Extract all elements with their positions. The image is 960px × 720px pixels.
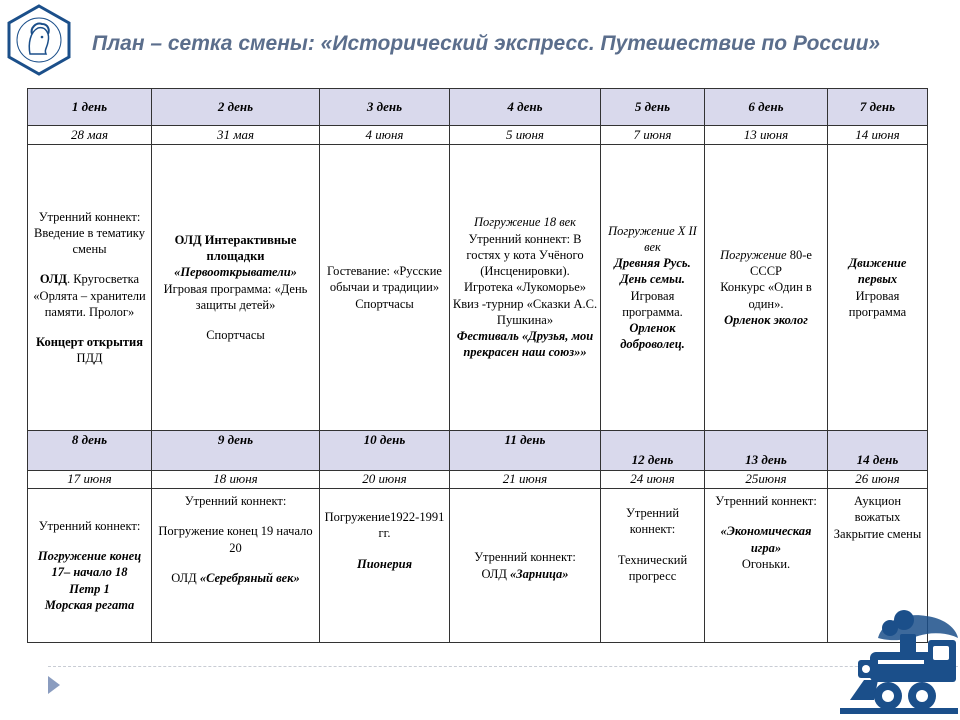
activity-text: Погружение1922-1991 гг. <box>324 510 445 541</box>
activity-text: Технический прогресс <box>617 552 688 583</box>
activity-text: Погружение 80-е СССР <box>720 247 812 279</box>
day-header: 11 день <box>450 431 601 470</box>
date-cell: 7 июня <box>601 126 705 145</box>
steam-train-icon <box>830 604 960 720</box>
activity-cell-day-6 <box>705 144 828 431</box>
day-header: 10 день <box>320 431 450 470</box>
activity-text: «Экономическая игра» <box>720 524 812 555</box>
day-header: 6 день <box>705 89 828 126</box>
activity-text: Погружение конец 19 начало 20 <box>158 524 313 555</box>
activity-text: Огоньки. <box>741 556 791 571</box>
activity-text: Игровая программа <box>848 288 907 319</box>
activity-text: ОЛД «Серебряный век» <box>171 570 300 585</box>
activity-text: Движение первых <box>848 256 907 287</box>
date-cell: 24 июня <box>601 470 705 489</box>
activity-text: Древняя Русь. День семьи. <box>614 256 691 287</box>
activity-text: Морская регата <box>44 597 135 612</box>
date-cell: 5 июня <box>450 126 601 145</box>
activity-text: Конкурс «Один в один». <box>720 280 812 311</box>
activity-cell-day-12 <box>601 489 705 643</box>
activity-cell-day-3 <box>320 144 450 431</box>
day-header: 9 день <box>152 431 320 470</box>
date-cell: 18 июня <box>152 470 320 489</box>
activity-text: Игровая программа: «День защиты детей» <box>163 281 308 312</box>
activity-text: Петр 1 <box>69 581 110 596</box>
activity-cell-day-7 <box>828 144 928 431</box>
activity-text: Концерт открытия <box>36 335 143 350</box>
slide-arrow-icon <box>48 676 60 694</box>
activity-text: Утренний коннект: <box>38 518 141 533</box>
date-cell: 13 июня <box>705 126 828 145</box>
footer-divider <box>48 666 958 667</box>
camp-emblem-icon <box>6 4 72 76</box>
activity-text: ПДД <box>76 351 103 366</box>
activity-text: ОЛД. Кругосветка «Орлята – хранители памяти. Пролог» <box>33 272 146 319</box>
date-cell: 4 июня <box>320 126 450 145</box>
activity-cell-day-2 <box>152 144 320 431</box>
activity-text: Пионерия <box>356 556 413 571</box>
page-title: План – сетка смены: «Исторический экспресс. Путешествие по России» <box>92 32 881 55</box>
activity-text: Погружение Х II век <box>608 223 697 254</box>
activity-text: Квиз -турнир «Сказки А.С. Пушкина» <box>452 296 598 327</box>
day-header: 5 день <box>601 89 705 126</box>
activity-text: Игротека «Лукоморье» <box>463 280 587 295</box>
activity-cell-day-9 <box>152 489 320 643</box>
date-cell: 26 июня <box>828 470 928 489</box>
activity-text: Утренний коннект: <box>625 506 680 537</box>
date-cell: 14 июня <box>828 126 928 145</box>
activity-text: Орленок эколог <box>724 312 808 327</box>
activity-text: Утренний коннект: <box>474 550 576 565</box>
day-header: 14 день <box>828 431 928 470</box>
activity-text: Игровая программа. <box>622 288 683 319</box>
week1-activities-row <box>28 144 928 431</box>
activity-text: Орленок доброволец. <box>620 321 685 352</box>
day-header: 8 день <box>28 431 152 470</box>
activity-text: «Первооткрыватели» <box>174 265 297 280</box>
activity-text: Спортчасы <box>206 328 265 343</box>
activity-cell-day-10 <box>320 489 450 643</box>
activity-cell-day-8 <box>28 489 152 643</box>
schedule-grid <box>27 88 928 643</box>
day-header: 4 день <box>450 89 601 126</box>
day-header: 3 день <box>320 89 450 126</box>
activity-cell-day-5 <box>601 144 705 431</box>
date-cell: 31 мая <box>152 126 320 145</box>
day-header: 12 день <box>601 431 705 470</box>
activity-cell-day-13 <box>705 489 828 643</box>
date-cell: 20 июня <box>320 470 450 489</box>
activity-text: Гостевание: «Русские обычаи и традиции» <box>327 264 442 295</box>
activity-text: Погружение конец 17– начало 18 <box>37 549 142 580</box>
activity-text: ОЛД «Зарница» <box>481 566 569 581</box>
day-header: 13 день <box>705 431 828 470</box>
week2-date-row <box>28 470 928 489</box>
week1-date-row <box>28 126 928 145</box>
activity-text: Аукцион вожатых Закрытие смены <box>833 494 922 541</box>
activity-cell-day-11 <box>450 489 601 643</box>
week2-activities-row <box>28 489 928 643</box>
activity-text: Спортчасы <box>355 296 414 311</box>
day-header: 7 день <box>828 89 928 126</box>
activity-text: Утренний коннект: Введение в тематику смены <box>34 209 145 257</box>
activity-cell-day-4 <box>450 144 601 431</box>
day-header: 1 день <box>28 89 152 126</box>
activity-text: Утренний коннект: <box>184 494 287 509</box>
date-cell: 28 мая <box>28 126 152 145</box>
activity-text: Утренний коннект: В гостях у кота Учёного (Инсценировки). <box>466 231 584 279</box>
week1-day-header-row <box>28 89 928 126</box>
activity-text: Погружение 18 век <box>473 215 577 230</box>
activity-cell-day-1 <box>28 144 152 431</box>
date-cell: 17 июня <box>28 470 152 489</box>
day-header: 2 день <box>152 89 320 126</box>
date-cell: 25июня <box>705 470 828 489</box>
week2-day-header-row <box>28 431 928 470</box>
activity-text: ОЛД Интерактивные площадки <box>174 232 297 264</box>
date-cell: 21 июня <box>450 470 601 489</box>
activity-text: Утренний коннект: <box>715 494 817 509</box>
activity-text: Фестиваль «Друзья, мои прекрасен наш союз»» <box>456 329 594 360</box>
